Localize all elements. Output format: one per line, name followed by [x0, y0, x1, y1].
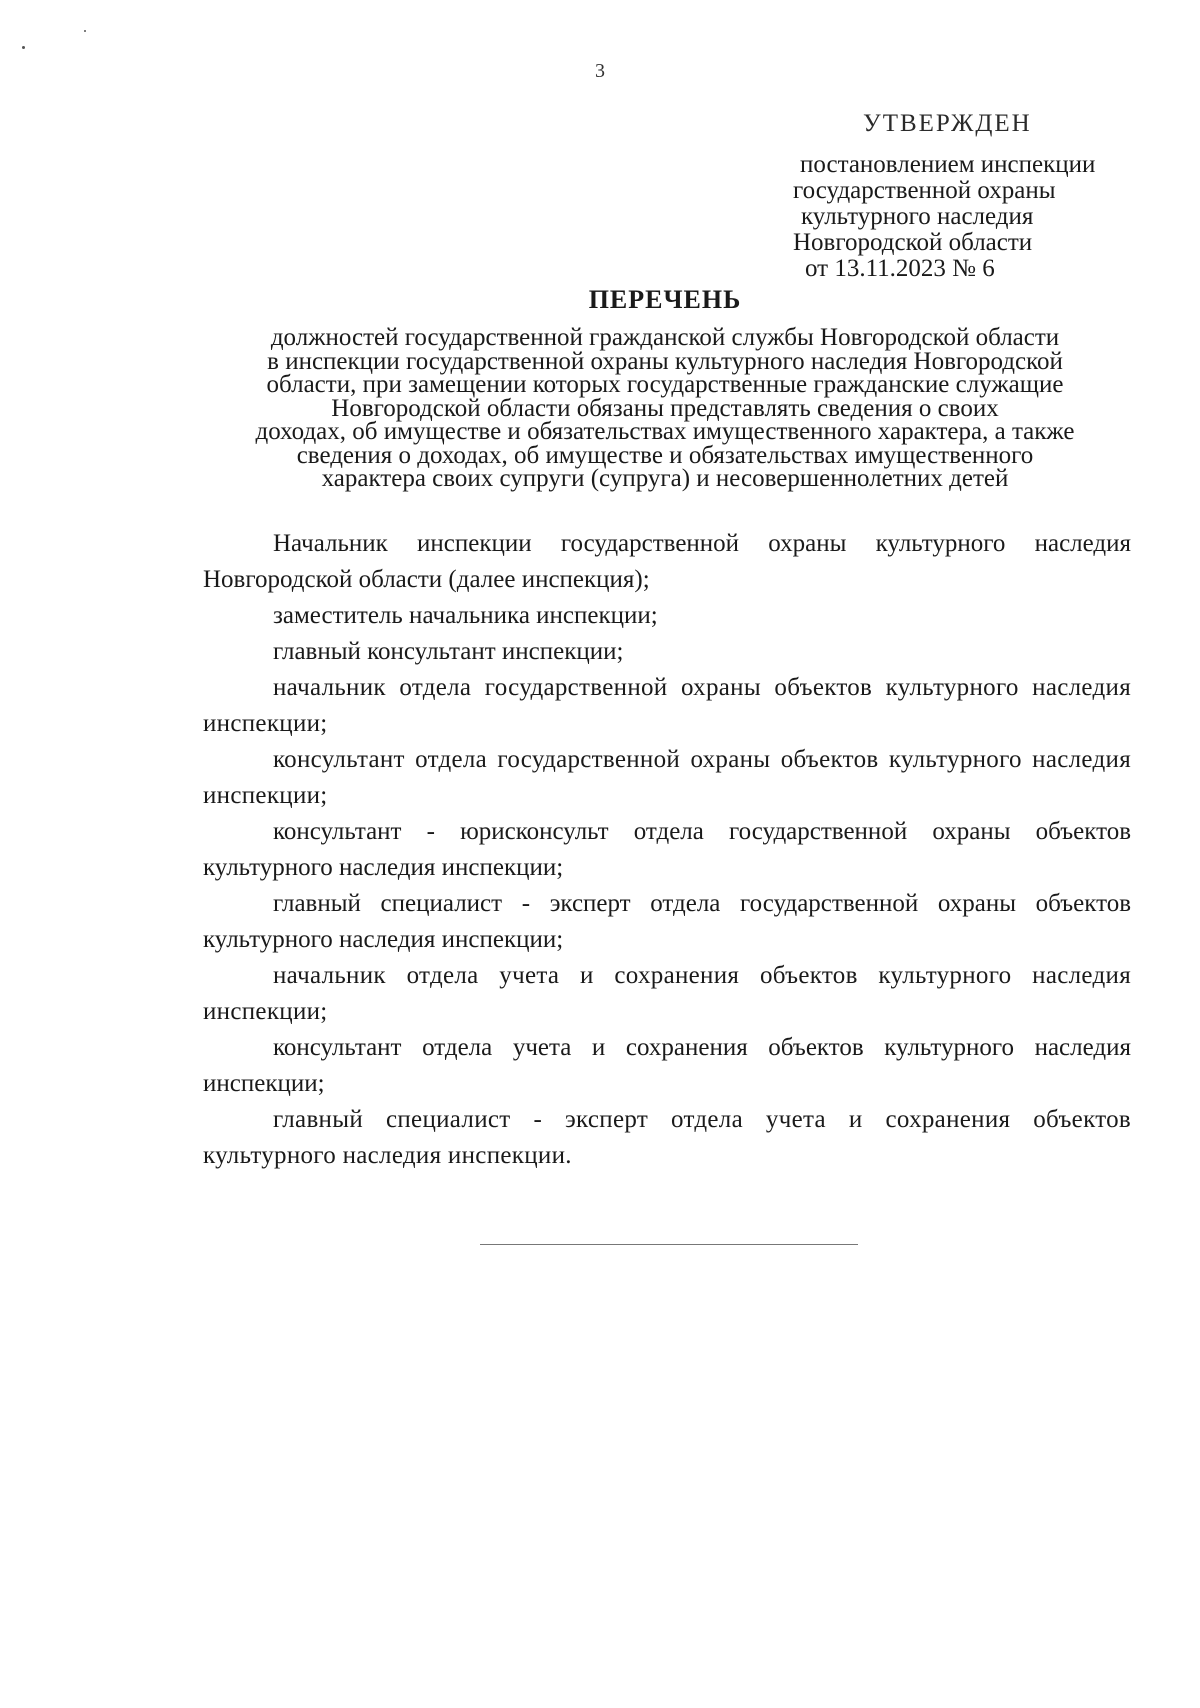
subtitle-line: доходах, об имуществе и обязательствах имущественного характера, а также	[255, 418, 1075, 445]
list-item: консультант отдела государственной охраны объектов культурного наследия инспекции;	[203, 746, 1131, 809]
list-item: главный специалист - эксперт отдела государственной охраны объектов культурного наследия инспекции;	[203, 890, 1131, 953]
approval-title: УТВЕРЖДЕН	[863, 110, 1032, 137]
list-item: главный консультант инспекции;	[273, 638, 624, 665]
list-item: главный специалист - эксперт отдела учета и сохранения объектов культурного наследия инспекции.	[203, 1106, 1131, 1169]
approval-stamp	[793, 108, 1153, 282]
subtitle-line: Новгородской области обязаны представлять сведения о своих	[331, 394, 999, 422]
list-item: начальник отдела учета и сохранения объектов культурного наследия инспекции;	[203, 962, 1131, 1025]
end-separator-line	[480, 1244, 858, 1245]
approval-line: постановлением инспекции	[800, 151, 1096, 178]
subtitle-line: характера своих супруги (супруга) и несовершеннолетних детей	[321, 465, 1009, 492]
subtitle-line: в инспекции государственной охраны культурного наследия Новгородской	[267, 347, 1063, 375]
list-item: консультант - юрисконсульт отдела государственной охраны объектов культурного наследия инспекции;	[203, 818, 1131, 881]
scan-speck	[84, 30, 86, 32]
list-item: заместитель начальника инспекции;	[273, 602, 658, 629]
approval-line: Новгородской области	[793, 229, 1033, 256]
approval-date-line: от 13.11.2023 № 6	[805, 255, 995, 282]
positions-list	[203, 526, 1131, 1174]
document-subtitle	[200, 326, 1130, 491]
approval-line: культурного наследия	[801, 203, 1034, 230]
subtitle-line: области, при замещении которых государственные гражданские служащие	[266, 371, 1064, 398]
subtitle-line: должностей государственной гражданской службы Новгородской области	[270, 324, 1060, 351]
list-item: начальник отдела государственной охраны объектов культурного наследия инспекции;	[203, 674, 1131, 737]
approval-line: государственной охраны	[793, 177, 1056, 204]
list-item: консультант отдела учета и сохранения объектов культурного наследия инспекции;	[203, 1034, 1131, 1097]
document-title: ПЕРЕЧЕНЬ	[588, 285, 742, 314]
page-number: 3	[595, 60, 605, 82]
scan-speck	[22, 46, 25, 49]
subtitle-line: сведения о доходах, об имуществе и обязательствах имущественного	[296, 441, 1034, 469]
list-item: Начальник инспекции государственной охраны культурного наследия Новгородской области (далее инспекция);	[203, 530, 1131, 593]
